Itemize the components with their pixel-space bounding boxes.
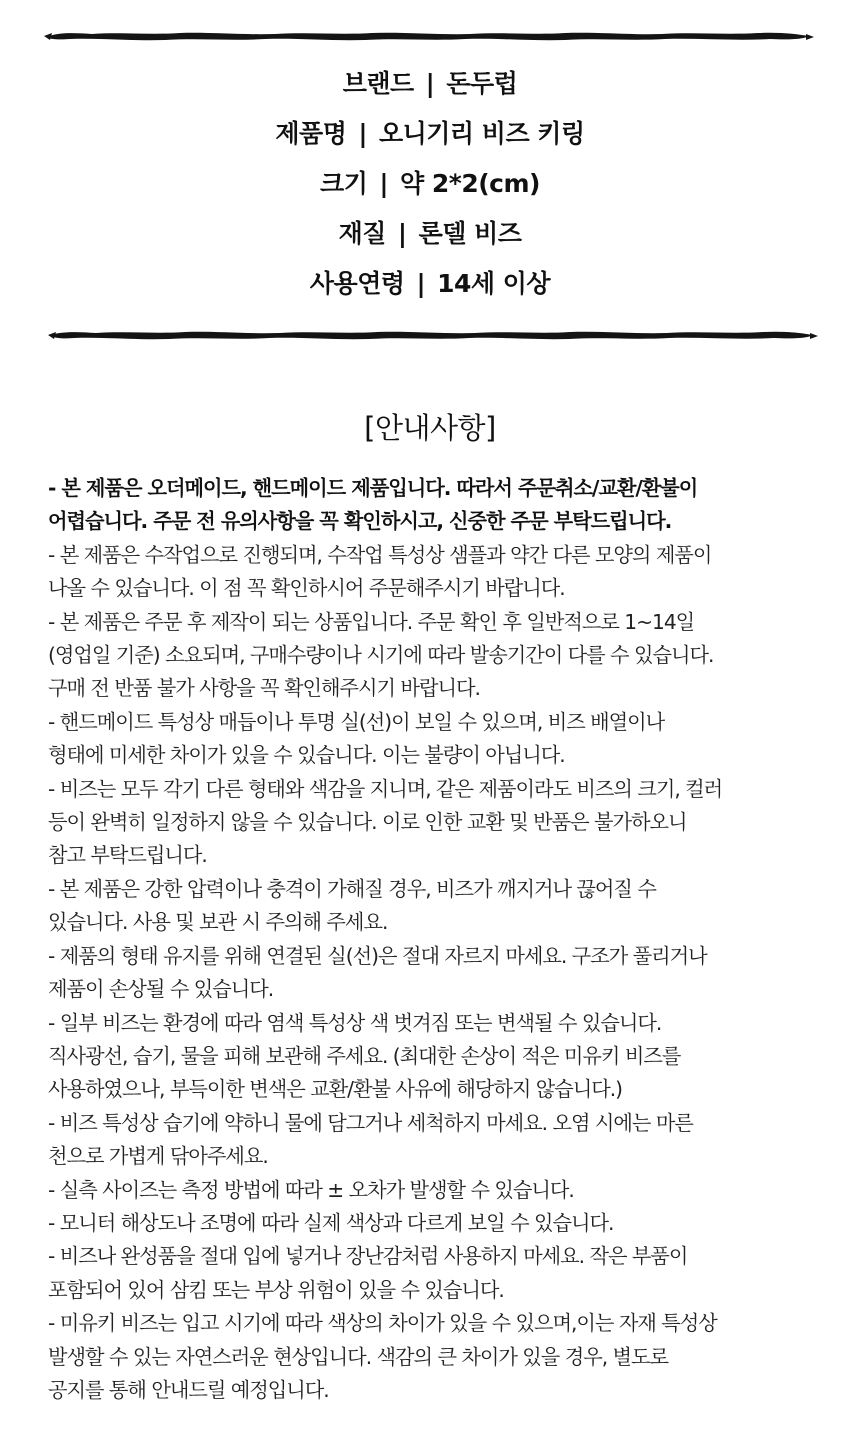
notice-item [48,606,838,706]
spec-separator: | [425,69,435,98]
spec-value: 14세 이상 [437,269,551,298]
notice-line: 어렵습니다. 주문 전 유의사항을 꼭 확인하시고, 신중한 주문 부탁드립니다. [48,509,672,534]
notice-line: - 미유키 비즈는 입고 시기에 따라 색상의 차이가 있을 수 있으며,이는 자재 특성상 [48,1311,717,1336]
notice-line: - 제품의 형태 유지를 위해 연결된 실(선)은 절대 자르지 마세요. 구조가 풀리거나 [48,943,707,968]
notice-line: - 실측 사이즈는 측정 방법에 따라 ± 오차가 발생할 수 있습니다. [48,1177,574,1202]
spec-row-brand [0,62,860,112]
spec-row-size [0,162,860,212]
spec-separator: | [379,169,388,198]
spec-label: 재질 [338,219,386,248]
notice-item [48,539,838,606]
notice-line: - 본 제품은 오더메이드, 핸드메이드 제품입니다. 따라서 주문취소/교환/환불이 [48,476,698,500]
spec-row-product-name [0,112,860,162]
notice-item [48,706,838,773]
notice-line: 직사광선, 습기, 물을 피해 보관해 주세요. (최대한 손상이 적은 미유키 비즈를 [48,1043,681,1068]
notice-item [48,940,838,1007]
notice-line: - 핸드메이드 특성상 매듭이나 투명 실(선)이 보일 수 있으며, 비즈 배열이나 [48,709,665,734]
spec-separator: | [397,219,407,248]
notice-line: 제품이 손상될 수 있습니다. [48,977,274,1002]
notice-title: [안내사항] [364,411,496,445]
notice-line: 공지를 통해 안내드릴 예정입니다. [48,1377,329,1402]
notice-line: - 비즈나 완성품을 절대 입에 넣거나 장난감처럼 사용하지 마세요. 작은 부품이 [48,1244,688,1269]
notice-item [48,873,838,940]
notice-line: - 모니터 해상도나 조명에 따라 실제 색상과 다르게 보일 수 있습니다. [48,1210,614,1235]
notice-line: 참고 부탁드립니다. [48,843,207,868]
spec-value: 약 2*2(cm) [400,169,540,198]
spec-label: 사용연령 [309,269,405,298]
notice-line: 천으로 가볍게 닦아주세요. [48,1144,268,1169]
notice-line: (영업일 기준) 소요되며, 구매수량이나 시기에 따라 발송기간이 다를 수 있습니다. [48,643,714,668]
notice-line: 형태에 미세한 차이가 있을 수 있습니다. 이는 불량이 아닙니다. [48,743,565,768]
notice-line: 등이 완벽히 일정하지 않을 수 있습니다. 이로 인한 교환 및 반품은 불가하오니 [48,810,687,835]
notice-item [48,1107,838,1174]
notice-line: - 비즈 특성상 습기에 약하니 물에 담그거나 세척하지 마세요. 오염 시에는 마른 [48,1110,693,1135]
product-spec [0,62,860,312]
notice-line: - 비즈는 모두 각기 다른 형태와 색감을 지니며, 같은 제품이라도 비즈의 크기, 컬러 [48,776,723,801]
notice-item [48,1007,838,1107]
spec-value: 론델 비즈 [418,219,522,248]
spec-separator: | [416,269,426,298]
spec-row-age [0,262,860,312]
notice-line: - 본 제품은 수작업으로 진행되며, 수작업 특성상 샘플과 약간 다른 모양의 제품이 [48,542,712,567]
spec-label: 브랜드 [342,69,414,98]
spec-label: 제품명 [275,119,347,148]
notice-item [48,1174,838,1207]
notice-line: - 본 제품은 주문 후 제작이 되는 상품입니다. 주문 확인 후 일반적으로 1~14일 [48,609,695,634]
notice-item [48,1207,838,1240]
bottom-brush-divider [0,325,860,345]
notice-item [48,773,838,873]
spec-value: 돈두럽 [446,69,518,98]
spec-value: 오니기리 비즈 키링 [378,119,585,148]
notice-line: 사용하였으나, 부득이한 변색은 교환/환불 사유에 해당하지 않습니다.) [48,1077,623,1102]
notice-line: - 일부 비즈는 환경에 따라 염색 특성상 색 벗겨짐 또는 변색될 수 있습니다. [48,1010,662,1035]
spec-separator: | [358,119,367,148]
notice-line: 구매 전 반품 불가 사항을 꼭 확인해주시기 바랍니다. [48,676,480,701]
notice-line: - 본 제품은 강한 압력이나 충격이 가해질 경우, 비즈가 깨지거나 끊어질 수 [48,876,656,901]
spec-row-material [0,212,860,262]
notice-list [48,472,838,1407]
notice-line: 있습니다. 사용 및 보관 시 주의해 주세요. [48,910,388,935]
top-brush-divider [0,26,860,46]
notice-line: 발생할 수 있는 자연스러운 현상입니다. 색감의 큰 차이가 있을 경우, 별도로 [48,1344,669,1369]
notice-line: 포함되어 있어 삼킴 또는 부상 위험이 있을 수 있습니다. [48,1277,504,1302]
notice-item [48,1240,838,1307]
notice-line: 나올 수 있습니다. 이 점 꼭 확인하시어 주문해주시기 바랍니다. [48,576,565,601]
notice-item [48,1307,838,1407]
notice-item [48,472,838,539]
spec-label: 크기 [320,169,368,198]
